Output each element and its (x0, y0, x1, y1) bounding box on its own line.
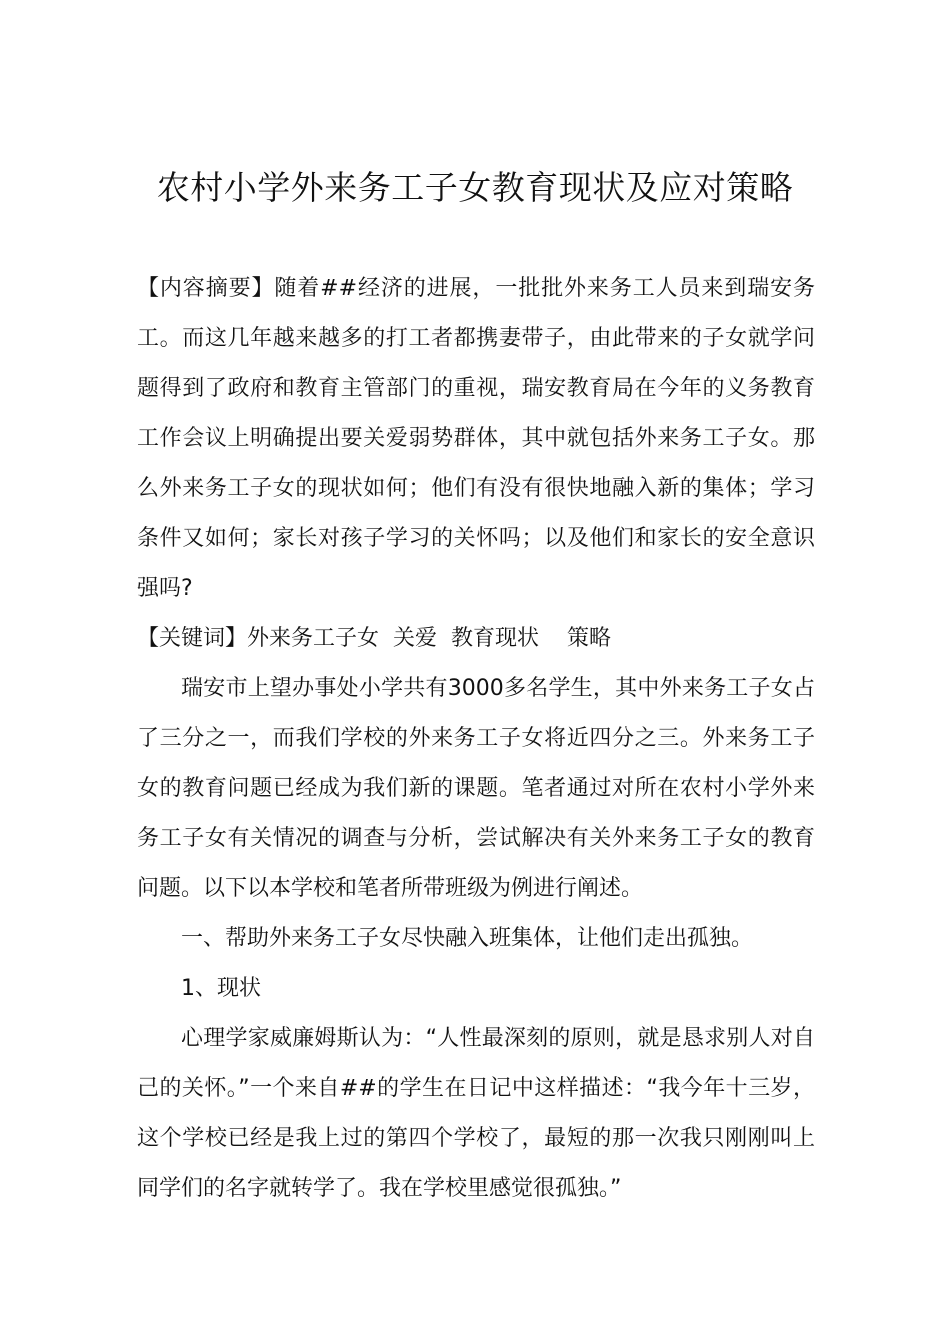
section-heading-1: 一、帮助外来务工子女尽快融入班集体，让他们走出孤独。 (181, 926, 754, 951)
body-paragraph-intro: 瑞安市上望办事处小学共有3000多名学生，其中外来务工子女占了三分之一，而我们学校的外来务工子女将近四分之三。外来务工子女的教育问题已经成为我们新的课题。笔者通过对所在农村小学外来务工子女有关情况的调查与分析，尝试解决有关外来务工子女的教育问题。以下以本学校和笔者所带班级为例进行阐述。 (137, 676, 815, 901)
subsection-heading-1-1: 1、现状 (181, 976, 261, 1001)
body-paragraph-quote: 心理学家威廉姆斯认为：“人性最深刻的原则，就是恳求别人对自己的关怀。”一个来自##的学生在日记中这样描述：“我今年十三岁，这个学校已经是我上过的第四个学校了，最短的那一次我只刚刚叫上同学们的名字就转学了。我在学校里感觉很孤独。” (137, 1026, 815, 1201)
keywords-line: 【关键词】外来务工子女 关爱 教育现状 策略 (137, 626, 611, 651)
document-title: 农村小学外来务工子女教育现状及应对策略 (156, 168, 794, 207)
document-body (137, 264, 815, 1214)
abstract-paragraph: 【内容摘要】随着##经济的进展，一批批外来务工人员来到瑞安务工。而这几年越来越多的打工者都携妻带子，由此带来的子女就学问题得到了政府和教育主管部门的重视，瑞安教育局在今年的义务教育工作会议上明确提出要关爱弱势群体，其中就包括外来务工子女。那么外来务工子女的现状如何；他们有没有很快地融入新的集体；学习条件又如何；家长对孩子学习的关怀吗；以及他们和家长的安全意识强吗? (137, 276, 815, 601)
